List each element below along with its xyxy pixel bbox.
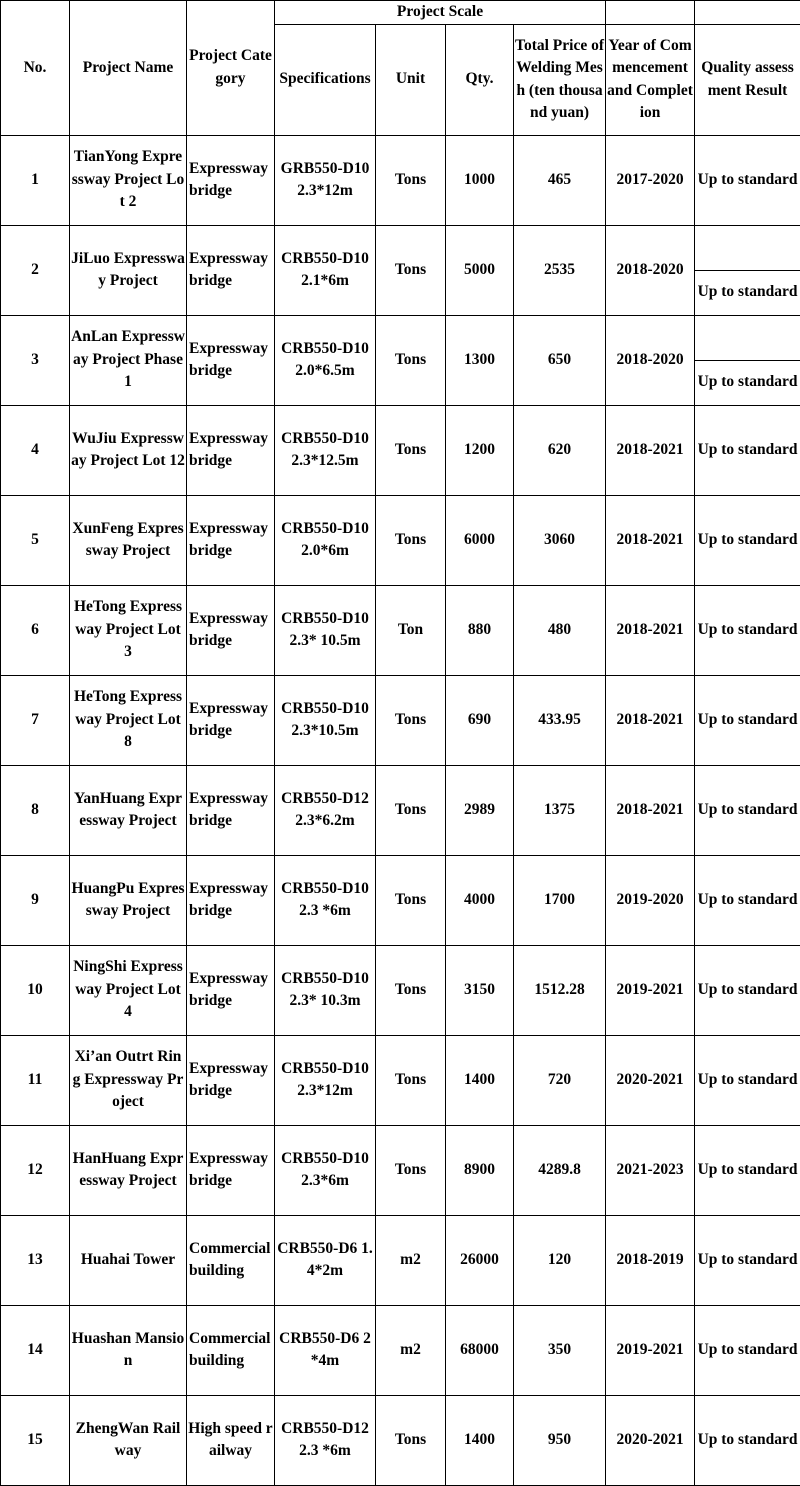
cell-quality: Up to standard	[695, 360, 800, 405]
cell-no: 6	[1, 585, 70, 675]
cell-spec: CRB550-D10 2.0*6m	[275, 495, 376, 585]
cell-year: 2019-2021	[606, 945, 695, 1035]
cell-unit: Tons	[376, 945, 446, 1035]
cell-spec: CRB550-D10 2.3* 10.3m	[275, 945, 376, 1035]
cell-unit: Tons	[376, 405, 446, 495]
cell-qty: 6000	[446, 495, 514, 585]
cell-no: 4	[1, 405, 70, 495]
cell-category: Expressway bridge	[187, 225, 275, 315]
cell-project-name: ZhengWan Railway	[70, 1395, 187, 1485]
cell-year: 2017-2020	[606, 135, 695, 225]
cell-quality: Up to standard	[695, 1305, 800, 1395]
cell-unit: Tons	[376, 1125, 446, 1215]
table-row	[1, 315, 800, 360]
cell-spec: CRB550-D6 2*4m	[275, 1305, 376, 1395]
cell-quality: Up to standard	[695, 495, 800, 585]
cell-no: 7	[1, 675, 70, 765]
cell-no: 15	[1, 1395, 70, 1485]
header-no: No.	[1, 1, 70, 136]
cell-price: 1700	[514, 855, 606, 945]
cell-unit: Ton	[376, 585, 446, 675]
cell-spec: CRB550-D10 2.0*6.5m	[275, 315, 376, 405]
cell-year: 2018-2021	[606, 585, 695, 675]
cell-no: 1	[1, 135, 70, 225]
cell-quality: Up to standard	[695, 675, 800, 765]
cell-qty: 1000	[446, 135, 514, 225]
cell-unit: Tons	[376, 315, 446, 405]
cell-project-name: TianYong Expressway Project Lot 2	[70, 135, 187, 225]
cell-quality: Up to standard	[695, 270, 800, 315]
cell-price: 650	[514, 315, 606, 405]
cell-unit: Tons	[376, 675, 446, 765]
cell-category: Expressway bridge	[187, 1035, 275, 1125]
cell-price: 480	[514, 585, 606, 675]
cell-spec: CRB550-D10 2.3*6m	[275, 1125, 376, 1215]
cell-project-name: XunFeng Expressway Project	[70, 495, 187, 585]
cell-qty: 1400	[446, 1395, 514, 1485]
cell-year: 2021-2023	[606, 1125, 695, 1215]
cell-quality: Up to standard	[695, 1125, 800, 1215]
cell-qty: 1300	[446, 315, 514, 405]
cell-project-name: NingShi Expressway Project Lot 4	[70, 945, 187, 1035]
cell-quality: Up to standard	[695, 945, 800, 1035]
cell-price: 465	[514, 135, 606, 225]
cell-unit: Tons	[376, 495, 446, 585]
cell-price: 120	[514, 1215, 606, 1305]
cell-category: Commercial building	[187, 1215, 275, 1305]
cell-spec: GRB550-D10 2.3*12m	[275, 135, 376, 225]
table-row	[1, 225, 800, 270]
cell-project-name: HuangPu Expressway Project	[70, 855, 187, 945]
cell-quality: Up to standard	[695, 1395, 800, 1485]
cell-year: 2018-2021	[606, 495, 695, 585]
table-row	[1, 945, 800, 1035]
cell-qty: 1400	[446, 1035, 514, 1125]
cell-category: Expressway bridge	[187, 585, 275, 675]
cell-unit: m2	[376, 1215, 446, 1305]
cell-qty: 2989	[446, 765, 514, 855]
cell-no: 5	[1, 495, 70, 585]
cell-price: 720	[514, 1035, 606, 1125]
cell-category: Expressway bridge	[187, 855, 275, 945]
cell-spec: CRB550-D12 2.3*6.2m	[275, 765, 376, 855]
cell-qty: 4000	[446, 855, 514, 945]
cell-unit: Tons	[376, 765, 446, 855]
cell-project-name: Huahai Tower	[70, 1215, 187, 1305]
cell-category: Expressway bridge	[187, 315, 275, 405]
cell-category: Expressway bridge	[187, 675, 275, 765]
cell-price: 2535	[514, 225, 606, 315]
cell-category: Expressway bridge	[187, 405, 275, 495]
header-project-name: Project Name	[70, 1, 187, 136]
cell-no: 2	[1, 225, 70, 315]
cell-qty: 5000	[446, 225, 514, 315]
table-row	[1, 675, 800, 765]
cell-no: 12	[1, 1125, 70, 1215]
table-row	[1, 1035, 800, 1125]
header-specifications: Specifications	[275, 24, 376, 135]
cell-no: 8	[1, 765, 70, 855]
cell-year: 2018-2021	[606, 405, 695, 495]
table-row	[1, 765, 800, 855]
cell-year: 2019-2021	[606, 1305, 695, 1395]
header-project-category: Project Category	[187, 1, 275, 136]
cell-qty: 26000	[446, 1215, 514, 1305]
cell-project-name: WuJiu Expressway Project Lot 12	[70, 405, 187, 495]
cell-category: Expressway bridge	[187, 765, 275, 855]
cell-category: Expressway bridge	[187, 135, 275, 225]
header-total-price: Total Price of Welding Mesh (ten thousand yuan)	[514, 24, 606, 135]
cell-project-name: HeTong Expressway Project Lot 8	[70, 675, 187, 765]
cell-no: 13	[1, 1215, 70, 1305]
cell-spec: CRB550-D10 2.3* 10.5m	[275, 585, 376, 675]
cell-quality: Up to standard	[695, 1215, 800, 1305]
cell-unit: Tons	[376, 135, 446, 225]
cell-year: 2018-2020	[606, 315, 695, 405]
cell-category: High speed railway	[187, 1395, 275, 1485]
header-qty: Qty.	[446, 24, 514, 135]
cell-project-name: JiLuo Expressway Project	[70, 225, 187, 315]
cell-category: Expressway bridge	[187, 495, 275, 585]
cell-spec: CRB550-D10 2.1*6m	[275, 225, 376, 315]
cell-price: 4289.8	[514, 1125, 606, 1215]
cell-quality: Up to standard	[695, 855, 800, 945]
table-row	[1, 585, 800, 675]
cell-unit: Tons	[376, 1035, 446, 1125]
cell-project-name: HeTong Expressway Project Lot 3	[70, 585, 187, 675]
cell-quality: Up to standard	[695, 765, 800, 855]
cell-qty: 3150	[446, 945, 514, 1035]
cell-no: 3	[1, 315, 70, 405]
cell-spec: CRB550-D10 2.3*10.5m	[275, 675, 376, 765]
cell-project-name: Xi’an Outrt Ring Expressway Project	[70, 1035, 187, 1125]
table-row	[1, 135, 800, 225]
header-quality-top	[695, 1, 800, 25]
table-row	[1, 495, 800, 585]
cell-price: 1512.28	[514, 945, 606, 1035]
cell-qty: 880	[446, 585, 514, 675]
cell-year: 2020-2021	[606, 1395, 695, 1485]
cell-quality: Up to standard	[695, 135, 800, 225]
header-year: Year of Commencement and Completion	[606, 24, 695, 135]
cell-price: 350	[514, 1305, 606, 1395]
cell-project-name: Huashan Mansion	[70, 1305, 187, 1395]
cell-no: 9	[1, 855, 70, 945]
cell-price: 950	[514, 1395, 606, 1485]
cell-spec: CRB550-D12 2.3 *6m	[275, 1395, 376, 1485]
cell-quality: Up to standard	[695, 1035, 800, 1125]
table-row	[1, 1125, 800, 1215]
header-project-scale: Project Scale	[275, 1, 606, 25]
cell-project-name: AnLan Expressway Project Phase 1	[70, 315, 187, 405]
table-row	[1, 1305, 800, 1395]
cell-year: 2019-2020	[606, 855, 695, 945]
cell-quality: Up to standard	[695, 405, 800, 495]
cell-year: 2018-2021	[606, 765, 695, 855]
cell-quality-empty	[695, 225, 800, 270]
cell-no: 10	[1, 945, 70, 1035]
header-year-top	[606, 1, 695, 25]
table-row	[1, 1215, 800, 1305]
cell-qty: 690	[446, 675, 514, 765]
cell-category: Expressway bridge	[187, 945, 275, 1035]
cell-price: 620	[514, 405, 606, 495]
cell-category: Commercial building	[187, 1305, 275, 1395]
cell-quality-empty	[695, 315, 800, 360]
cell-spec: CRB550-D10 2.3*12.5m	[275, 405, 376, 495]
cell-category: Expressway bridge	[187, 1125, 275, 1215]
cell-no: 14	[1, 1305, 70, 1395]
table-row	[1, 855, 800, 945]
cell-price: 1375	[514, 765, 606, 855]
table-row	[1, 405, 800, 495]
cell-year: 2020-2021	[606, 1035, 695, 1125]
cell-unit: Tons	[376, 855, 446, 945]
cell-unit: Tons	[376, 1395, 446, 1485]
cell-unit: m2	[376, 1305, 446, 1395]
header-unit: Unit	[376, 24, 446, 135]
cell-qty: 68000	[446, 1305, 514, 1395]
cell-spec: CRB550-D6 1.4*2m	[275, 1215, 376, 1305]
cell-price: 433.95	[514, 675, 606, 765]
cell-year: 2018-2020	[606, 225, 695, 315]
cell-qty: 1200	[446, 405, 514, 495]
table-row	[1, 1395, 800, 1485]
cell-unit: Tons	[376, 225, 446, 315]
cell-spec: CRB550-D10 2.3*12m	[275, 1035, 376, 1125]
cell-price: 3060	[514, 495, 606, 585]
cell-spec: CRB550-D10 2.3 *6m	[275, 855, 376, 945]
cell-year: 2018-2021	[606, 675, 695, 765]
cell-qty: 8900	[446, 1125, 514, 1215]
cell-quality: Up to standard	[695, 585, 800, 675]
cell-no: 11	[1, 1035, 70, 1125]
cell-project-name: HanHuang Expressway Project	[70, 1125, 187, 1215]
cell-year: 2018-2019	[606, 1215, 695, 1305]
cell-project-name: YanHuang Expressway Project	[70, 765, 187, 855]
header-quality: Quality assessment Result	[695, 24, 800, 135]
